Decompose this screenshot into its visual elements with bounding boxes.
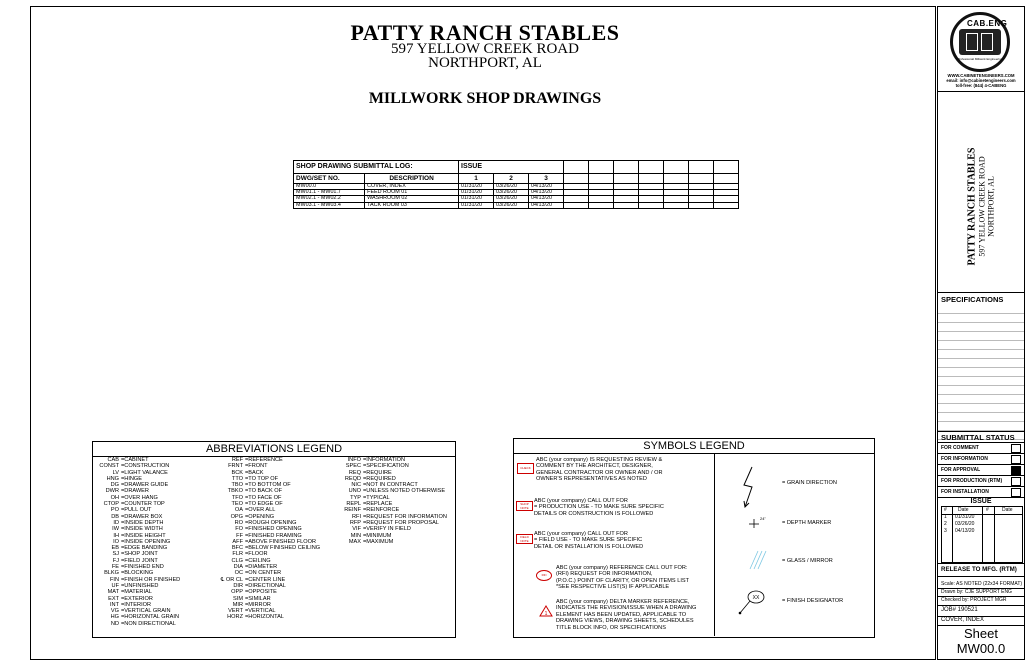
abbr-row: BCK = BACK [231, 469, 264, 476]
symbols-legend [513, 438, 875, 638]
abbr-row: ID = INSIDE DEPTH [113, 519, 164, 526]
spec-lines [938, 305, 1024, 440]
abbr-row: CLG = CEILING [231, 557, 271, 564]
drawn-by: Drawn by: CJE SUPPORT ENG [941, 589, 1012, 595]
tb-project: PATTY RANCH STABLES 597 YELLOW CREEK ROAD NORTHPORT, AL [966, 147, 996, 266]
abbr-row: UNO = UNLESS NOTED OTHERWISE [348, 488, 446, 495]
abbr-row: DB = DRAWER BOX [111, 513, 163, 520]
sheet-name: COVER, INDEX [941, 617, 985, 623]
abbr-row: SIM = SIMILAR [233, 595, 271, 602]
field-note-icon: FIELD NOTE [516, 534, 533, 544]
status-checkbox[interactable] [1011, 455, 1021, 464]
abbr-row: VERT = VERTICAL [228, 608, 276, 615]
abbr-row: EB = EDGE BANDING [111, 545, 168, 552]
abbr-row: DIR = DIRECTIONAL [233, 582, 286, 589]
abbr-row: ND = NON DIRECTIONAL [110, 620, 176, 627]
col-dwg: DWG/SET NO. [294, 174, 365, 184]
abbr-row: CTOP = COUNTER TOP [103, 501, 165, 508]
issue-table: # Date # Date 1 01/31/20 2 03/26/20 3 04/13/20 [941, 506, 1023, 563]
abbr-row: MAT = MATERIAL [107, 589, 152, 596]
release-label: RELEASE TO MFG. (RTM) [941, 566, 1017, 573]
abbr-column-1 [93, 457, 213, 627]
project-title: PATTY RANCH STABLES [350, 20, 620, 45]
abbr-row: RO = ROUGH OPENING [234, 519, 297, 526]
issue-col-2: 2 [494, 174, 529, 184]
svg-text:24": 24" [760, 516, 766, 521]
abbr-row: FF = FINISHED FRAMING [236, 532, 302, 539]
abbr-row: VIF = VERIFY IN FIELD [352, 526, 411, 533]
abbr-row: MIR = MIRROR [232, 601, 271, 608]
log-title: SHOP DRAWING SUBMITTAL LOG: [294, 161, 459, 174]
finish-label: = FINISH DESIGNATOR [782, 598, 844, 604]
abbr-row: BFC = BELOW FINISHED CEILING [231, 545, 321, 552]
abbr-row: DWR = DRAWER [105, 488, 149, 495]
symbol-rfi-text: ABC (your company) REFERENCE CALL OUT FOR: (RFI) REQUEST FOR INFORMATION, (P.O.C.) POINT OF CLARITY, OR OPEN ITEMS LIST *SEE RESPECTIVE LIST(S) IF APPLICABLE [556, 565, 690, 591]
abbr-row: TTO = TO TOP OF [231, 475, 279, 482]
abbr-row: REINF = REINFORCE [344, 507, 400, 514]
abbr-row: REQ = REQUIRE [348, 469, 392, 476]
abbr-row: MIN = MINIMUM [350, 532, 392, 539]
abbr-row: PO = PULL OUT [110, 507, 152, 514]
abbr-row: DIA = DIAMETER [233, 564, 278, 571]
abbr-row: REPL = REPLACE [346, 501, 393, 508]
shop-note-icon: SHOP NOTE [516, 501, 533, 511]
sheet-number: MW00.0 [956, 641, 1006, 656]
finish-designator-icon [736, 589, 776, 617]
table-row: MW02.1 - MW02.2 WASHROOM 02 01/31/20 03/26/20 04/13/20 [294, 196, 739, 202]
abbr-row: TBO = TO BOTTOM OF [231, 482, 291, 489]
specifications-label: SPECIFICATIONS [941, 295, 1004, 304]
scale-text: Scale: AS NOTED (22x34 FORMAT) [941, 581, 1023, 587]
abbr-row: IH = INSIDE HEIGHT [113, 532, 166, 539]
depth-marker-icon [744, 513, 774, 529]
abbr-row: TYP = TYPICAL [350, 494, 390, 501]
symbol-shop-text: ABC (your company) CALL OUT FOR = PRODUCTION USE - TO MAKE SURE SPECIFIC DETAILS OR CONSTRUCTION IS FOLLOWED [534, 498, 664, 517]
issue-col-3: 3 [529, 174, 564, 184]
abbr-row: VG = VERTICAL GRAIN [110, 608, 171, 615]
glass-label: = GLASS / MIRROR [782, 558, 833, 564]
abbr-row: EXT = EXTERIOR [108, 595, 153, 602]
abbr-row: FRNT = FRONT [228, 463, 268, 470]
company-logo: CAB.ENG Professional Millwork Engineering [950, 12, 1010, 72]
symbol-field-text: ABC (your company) CALL OUT FOR = FIELD USE - TO MAKE SURE SPECIFIC DETAIL OR INSTALLATION IS FOLLOWED [534, 531, 644, 550]
abbr-row: REF = REFERENCE [231, 457, 283, 463]
abbr-row: OPP = OPPOSITE [231, 589, 277, 596]
abbr-row: IO = INSIDE OPENING [113, 538, 171, 545]
address-line-1: 597 YELLOW CREEK ROAD [391, 41, 579, 57]
abbr-row: TFO = TO FACE OF [231, 494, 282, 501]
abbr-row: INT = INTERIOR [109, 601, 152, 608]
abbr-row: CONST = CONSTRUCTION [99, 463, 170, 470]
checked-by: Checked by: PROJECT MGR [941, 597, 1007, 603]
issue-label: ISSUE [970, 498, 992, 505]
symbol-delta-text: ABC (your company) DELTA MARKER REFERENCE, INDICATES THE REVISION/ISSUE WHEN A DRAWING ELEMENT HAS BEEN UPDATED, APPLICABLE TO DRAWING VIEWS, DRAWING SHEETS, SCHEDULES TITLE BLOCK INFO, OR SPECIFICATIONS [556, 599, 697, 631]
abbr-row: OPG = OPENING [230, 513, 275, 520]
abbr-row: ℄ OR CL = CENTER LINE [220, 576, 286, 583]
abbr-row: FE = FINISHED END [111, 564, 164, 571]
table-row: MW03.1 - MW03.4 TACK ROOM 03 01/31/20 03/26/20 04/13/20 [294, 202, 739, 208]
abbreviations-title: ABBREVIATIONS LEGEND [93, 442, 455, 457]
abbr-row: HG = HORIZONTAL GRAIN [110, 614, 179, 621]
abbr-column-3 [335, 457, 455, 545]
log-issue-header: ISSUE [459, 161, 564, 174]
depth-label: = DEPTH MARKER [782, 520, 832, 526]
glass-mirror-icon [744, 549, 768, 571]
svg-text:1: 1 [544, 611, 548, 617]
svg-text:XX: XX [752, 595, 760, 601]
abbr-row: INFO = INFORMATION [347, 457, 406, 463]
status-checkbox[interactable] [1011, 488, 1021, 497]
status-checkbox-checked[interactable] [1011, 466, 1021, 475]
symbol-review-text: ABC (your company) IS REQUESTING REVIEW & COMMENT BY THE ARCHITECT, DESIGNER, GENERAL CONTRACTOR OR OWNER AND / OR OWNER'S REPRESENTATIVES AS NOTED [536, 457, 663, 483]
company-contact: WWW.CABINETENGINEERS.COM email: info@cabinetengineers.com toll-free: (844) 4-CABENG [946, 73, 1016, 88]
abbr-row: OH = OVER HANG [110, 494, 158, 501]
submittal-log [293, 160, 739, 209]
submittal-status-label: SUBMITTAL STATUS [941, 433, 1015, 442]
abbr-row: FLR = FLOOR [232, 551, 268, 558]
abbreviations-legend [92, 441, 456, 638]
review-stamp-icon: CHECK [517, 463, 534, 474]
grain-label: = GRAIN DIRECTION [782, 480, 837, 486]
abbr-row: RFP = REQUEST FOR PROPOSAL [349, 519, 439, 526]
abbr-row: TEO = TO EDGE OF [231, 501, 283, 508]
abbr-row: HORZ = HORIZONTAL [227, 614, 284, 621]
abbr-row: OC = ON CENTER [234, 570, 282, 577]
address-line-2: NORTHPORT, AL [428, 55, 542, 71]
abbr-row: DG = DRAWER GUIDE [110, 482, 169, 489]
abbr-row: AFF = ABOVE FINISHED FLOOR [232, 538, 317, 545]
issue-col-1: 1 [459, 174, 494, 184]
abbr-row: IW = INSIDE WIDTH [112, 526, 163, 533]
table-row: MW00.0 COVER, INDEX 01/31/20 03/26/20 04/13/20 [294, 184, 739, 190]
title-block: CAB.ENG Professional Millwork Engineering WWW.CABINETENGINEERS.COM email: info@cabinetengineers.com toll-free: (844) 4-CABENG PATTY RANCH STABLES 597 YELLOW CREEK ROAD NORTHPORT, AL SPECIFICATIONS SUBMITTAL STATUS FOR COMMENT FOR INFORMATION FOR APPROVAL FOR PRODUCTION (RTM) FOR INSTALLATION ISSUE # Date # Date 1 01/31/20 2 03/26/20 3 04/13/20 RELEASE TO MFG. (RTM) Scale: AS NOTED (22x34 FORMAT) Drawn by: CJE SUPPORT ENG Checked by: PROJECT MGR JOB# 190521 COVER, INDEX Sheet MW00.0 [937, 6, 1025, 660]
col-desc: DESCRIPTION [365, 174, 459, 184]
abbr-row: FO = FINISHED OPENING [235, 526, 302, 533]
table-row: MW01.1 - MW01.7 FEED ROOM 01 01/31/20 03/26/20 04/13/20 [294, 190, 739, 196]
abbr-row: REQD = REQUIRED [344, 475, 396, 482]
abbr-row: TBKO = TO BACK OF [227, 488, 283, 495]
delta-marker-icon [539, 605, 553, 617]
abbr-row: BLKG = BLOCKING [104, 570, 154, 577]
abbr-row: SPEC = SPECIFICATION [345, 463, 409, 470]
drawing-title: MILLWORK SHOP DRAWINGS [368, 90, 602, 107]
abbr-row: CAB = CABINET [107, 457, 149, 463]
symbols-title: SYMBOLS LEGEND [514, 439, 874, 454]
abbr-row: MAX = MAXIMUM [348, 538, 394, 545]
abbr-row: HNG = HINGE [106, 475, 142, 482]
abbr-row: OA = OVER ALL [234, 507, 276, 514]
abbr-row: LV = LIGHT VALANCE [112, 469, 168, 476]
abbr-row: NIC = NOT IN CONTRACT [351, 482, 418, 489]
abbr-column-2 [217, 457, 337, 621]
sheet-label: Sheet [964, 626, 998, 641]
status-checkbox[interactable] [1011, 477, 1021, 486]
abbr-row: FJ = FIELD JOINT [112, 557, 158, 564]
abbr-row: UF = UNFINISHED [111, 582, 159, 589]
job-number: JOB# 190521 [941, 607, 978, 613]
abbr-row: RFI = REQUEST FOR INFORMATION [351, 513, 447, 520]
rfi-icon: RFI [536, 570, 552, 581]
status-checkbox[interactable] [1011, 444, 1021, 453]
abbr-row: FIN = FINISH OR FINISHED [109, 576, 181, 583]
project-address [330, 42, 640, 70]
abbr-row: SJ = SHOP JOINT [112, 551, 158, 558]
grain-direction-icon [739, 465, 759, 509]
